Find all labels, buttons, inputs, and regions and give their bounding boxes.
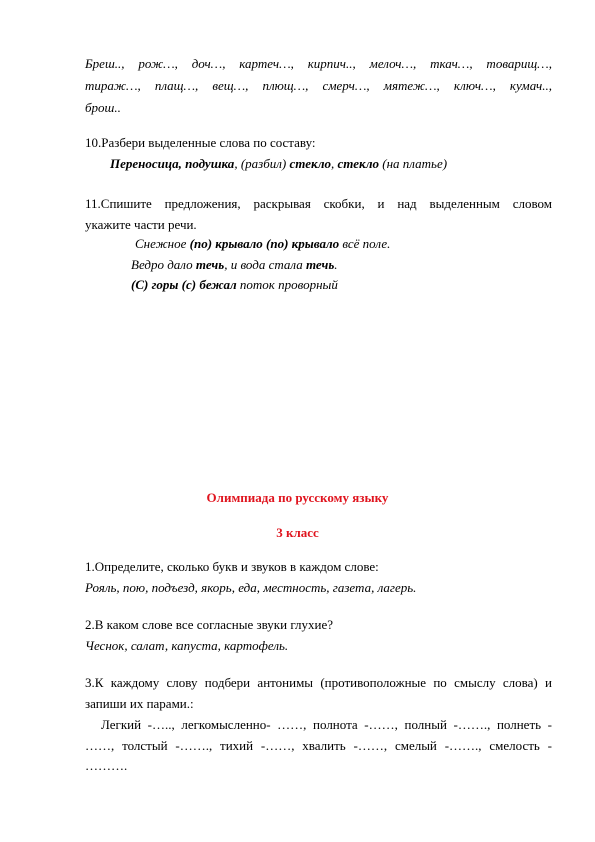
- sentence-text: .: [334, 257, 338, 272]
- task-10-title: 10.Разбери выделенные слова по составу:: [85, 135, 316, 150]
- task-3-words-line: Легкий -….., легкомысленно- ……, полнота -……, полный -……., полнеть -: [101, 717, 552, 732]
- task-10-text: , (разбил): [234, 156, 290, 171]
- grade-title: 3 класс: [276, 525, 319, 540]
- task-2-title: 2.В каком слове все согласные звуки глухие?: [85, 617, 333, 632]
- task-11-sentence: [131, 257, 338, 273]
- task-10-word: стекло: [337, 156, 380, 171]
- task-3-words-line: ……….: [85, 758, 128, 773]
- sentence-text: Снежное: [135, 236, 190, 251]
- sentence-bold: течь: [195, 257, 225, 272]
- task-1-title: 1.Определите, сколько букв и звуков в каждом слове:: [85, 559, 379, 574]
- sentence-text: Ведро дало: [131, 257, 196, 272]
- task-10-text: (на платье): [379, 156, 448, 171]
- sentence-bold: течь: [305, 257, 335, 272]
- task-3-title: 3.К каждому слову подбери антонимы (противоположные по смыслу слова) и: [85, 675, 552, 690]
- task-11-sentence: [131, 277, 338, 293]
- sentence-text: поток проворный: [236, 277, 338, 292]
- task-1-words: Рояль, пою, подъезд, якорь, еда, местность, газета, лагерь.: [85, 580, 417, 595]
- task-11-sentence: [135, 236, 390, 252]
- task-11-title: 11.Спишите предложения, раскрывая скобки, и над выделенным словом: [85, 196, 552, 211]
- word-list-line: Бреш.., рож…, доч…, картеч…, кирпич.., мелоч…, ткач…, товарищ…,: [85, 56, 552, 71]
- task-2-words: Чеснок, салат, капуста, картофель.: [85, 638, 289, 653]
- word-list-line: брош..: [85, 100, 121, 115]
- task-11-title-cont: укажите части речи.: [85, 217, 197, 232]
- sentence-bold: (по) крывало (по) крывало: [189, 236, 340, 251]
- sentence-text: , и вода стала: [224, 257, 306, 272]
- task-10-text: ,: [331, 156, 338, 171]
- olympiad-title: Олимпиада по русскому языку: [206, 490, 389, 505]
- word-list-line: тираж…, плащ…, вещ…, плющ…, смерч…, мятеж…, ключ…, кумач..,: [85, 78, 552, 93]
- sentence-bold: (С) горы (с) бежал: [131, 277, 237, 292]
- task-10-words: [110, 156, 447, 172]
- task-3-title-cont: запиши их парами.:: [85, 696, 194, 711]
- task-3-words-line: ……, толстый -……., тихий -……, хвалить -……, смелый -……., смелость -: [85, 738, 552, 753]
- task-10-word: Переносица, подушка: [110, 156, 235, 171]
- task-10-word: стекло: [289, 156, 332, 171]
- sentence-text: всё поле.: [339, 236, 391, 251]
